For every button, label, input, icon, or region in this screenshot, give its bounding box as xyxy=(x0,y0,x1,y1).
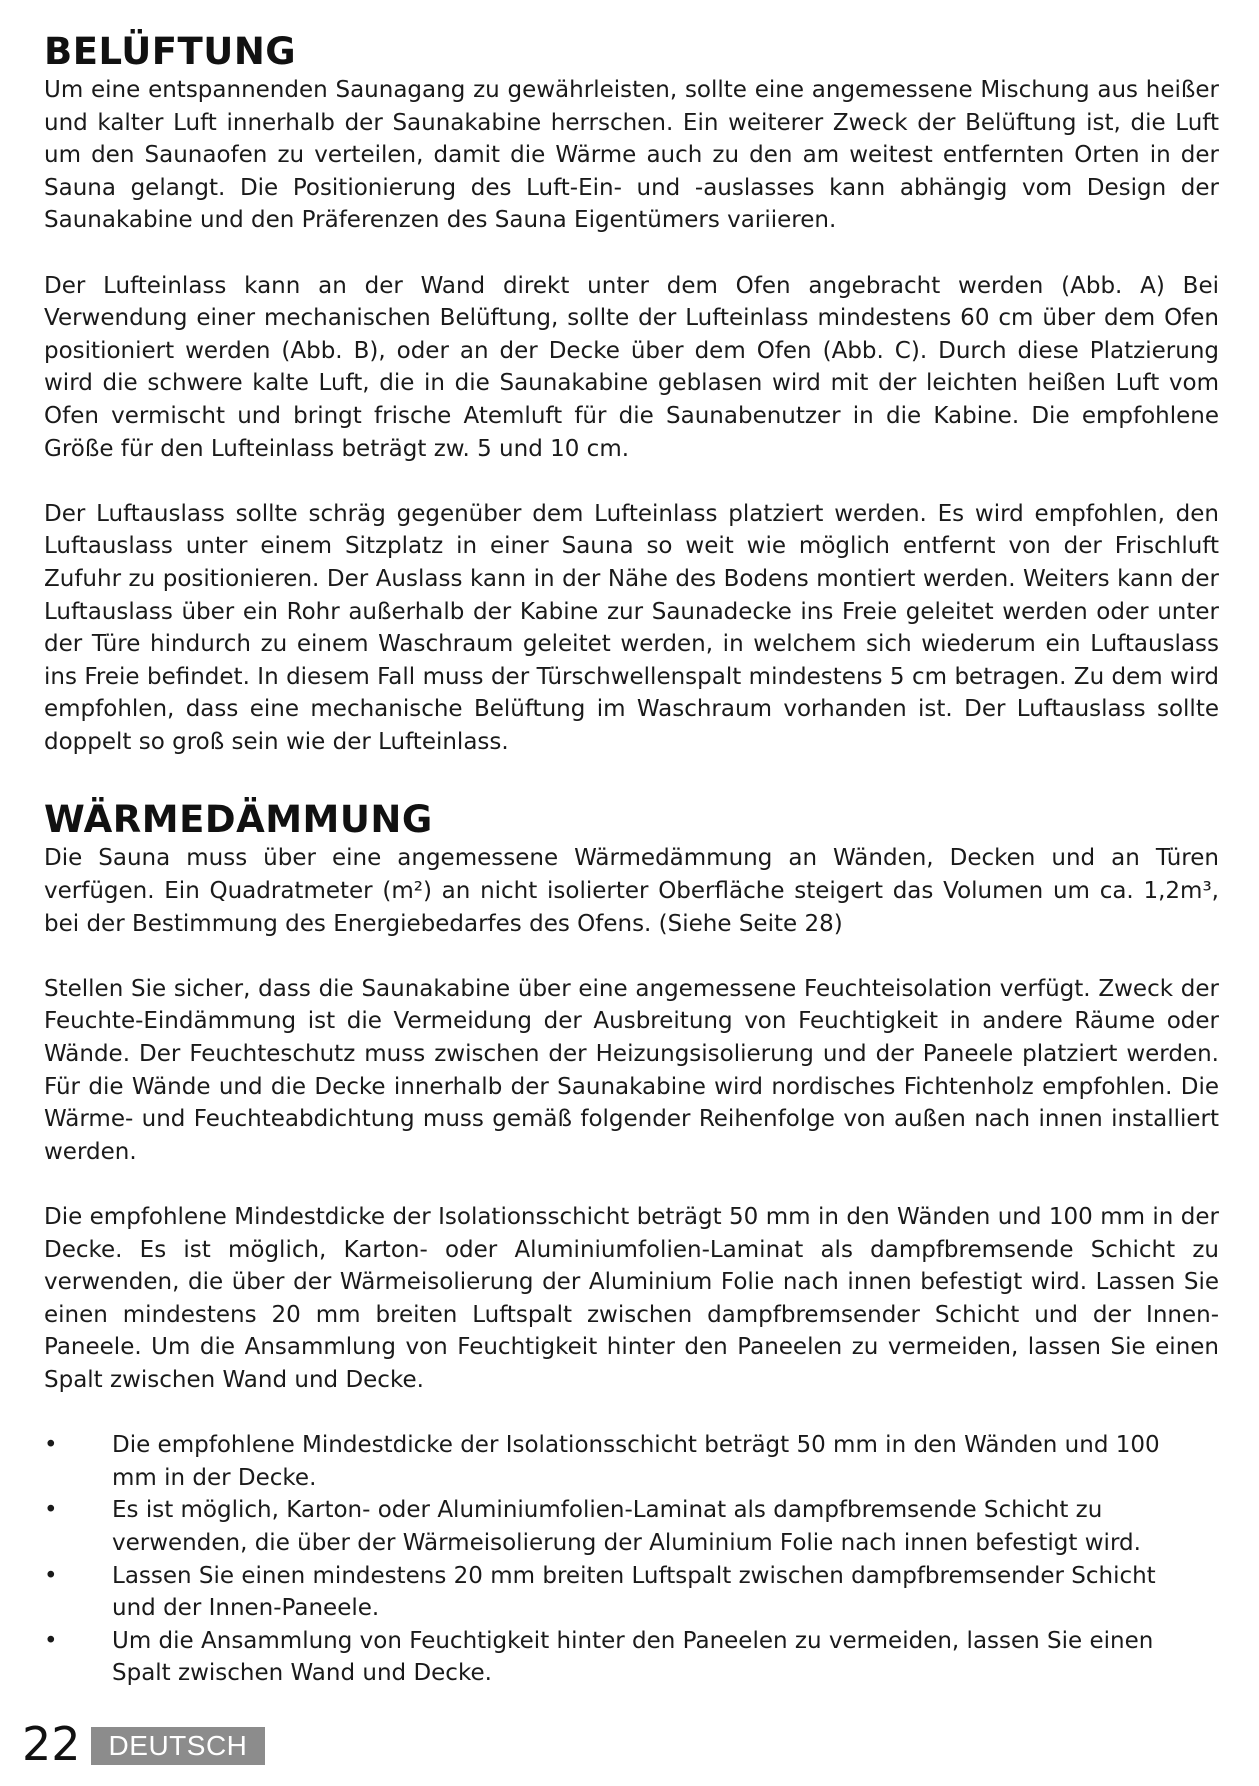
bullet-icon: • xyxy=(44,1562,58,1589)
paragraph: Der Lufteinlass kann an der Wand direkt unter dem Ofen angebracht werden (Abb. A) Bei Verwendung einer mechanischen Belüftung, sollte der Lufteinlass mindestens 60 cm über dem Ofen positioniert werden (Abb. B), oder an der Decke über dem Ofen (Abb. C). Durch diese Platzierung wird die schwere kalte Luft, die in die Saunakabine geblasen wird mit der leichten heißen Luft vom Ofen vermischt und bringt frische Atemluft für die Saunabenutzer in die Kabine. Die empfohlene Größe für den Lufteinlass beträgt zw. 5 und 10 cm. xyxy=(44,272,1219,462)
list-item-text: Um die Ansammlung von Feuchtigkeit hinter den Paneelen zu vermeiden, lassen Sie einen Spalt zwischen Wand und Decke. xyxy=(112,1627,1154,1687)
paragraph: Die Sauna muss über eine angemessene Wärmedämmung an Wänden, Decken und an Türen verfügen. Ein Quadratmeter (m²) an nicht isolierter Oberfläche steigert das Volumen um ca. 1,2m³, bei der Bestimmung des Energiebedarfes des Ofens. (Siehe Seite 28) xyxy=(44,845,1219,937)
list-item xyxy=(44,1625,1172,1690)
page-footer xyxy=(22,1718,265,1770)
list-item-text: Es ist möglich, Karton- oder Aluminiumfolien-Laminat als dampfbremsende Schicht zu verwenden, die über der Wärmeisolierung der Aluminium Folie nach innen befestigt wird. xyxy=(112,1497,1141,1556)
paragraph: Die empfohlene Mindestdicke der Isolationsschicht beträgt 50 mm in den Wänden und 100 mm in der Decke. Es ist möglich, Karton- oder Aluminiumfolien-Laminat als dampfbremsende Schicht zu verwenden, die über der Wärmeisolierung der Aluminium Folie nach innen befestigt wird. Lassen Sie einen mindestens 20 mm breiten Luftspalt zwischen dampfbremsender Schicht und der Innen-Paneele. Um die Ansammlung von Feuchtigkeit hinter den Paneelen zu vermeiden, lassen Sie einen Spalt zwischen Wand und Decke. xyxy=(44,1204,1219,1393)
section-heading-belueftung: BELÜFTUNG xyxy=(44,30,297,73)
list-item xyxy=(44,1560,1172,1625)
page-number: 22 xyxy=(22,1717,81,1771)
list-item xyxy=(44,1494,1172,1559)
paragraph: Um eine entspannenden Saunagang zu gewährleisten, sollte eine angemessene Mischung aus heißer und kalter Luft innerhalb der Saunakabine herrschen. Ein weiterer Zweck der Belüftung ist, die Luft um den Saunaofen zu verteilen, damit die Wärme auch zu den am weitest entfernten Orten in der Sauna gelangt. Die Positionierung des Luft-Ein- und -auslasses kann abhängig vom Design der Saunakabine und den Präferenzen des Sauna Eigentümers variieren. xyxy=(44,77,1219,234)
list-item-text: Die empfohlene Mindestdicke der Isolationsschicht beträgt 50 mm in den Wänden und 100 mm in der Decke. xyxy=(112,1432,1160,1491)
bullet-list xyxy=(44,1429,1219,1690)
document-page xyxy=(44,30,1219,1690)
list-item xyxy=(44,1429,1172,1494)
bullet-icon: • xyxy=(44,1432,58,1459)
bullet-icon: • xyxy=(44,1627,58,1654)
bullet-icon: • xyxy=(44,1497,58,1524)
paragraph: Stellen Sie sicher, dass die Saunakabine über eine angemessene Feuchteisolation verfügt. Zweck der Feuchte-Eindämmung ist die Vermeidung der Ausbreitung von Feuchtigkeit in andere Räume oder Wände. Der Feuchteschutz muss zwischen der Heizungsisolierung und der Paneele platziert werden. Für die Wände und die Decke innerhalb der Saunakabine wird nordisches Fichtenholz empfohlen. Die Wärme- und Feuchteabdichtung muss gemäß folgender Reihenfolge von außen nach innen installiert werden. xyxy=(44,975,1219,1165)
list-item-text: Lassen Sie einen mindestens 20 mm breiten Luftspalt zwischen dampfbremsender Schicht und der Innen-Paneele. xyxy=(112,1562,1156,1622)
language-badge: DEUTSCH xyxy=(91,1727,266,1765)
paragraph: Der Luftauslass sollte schräg gegenüber dem Lufteinlass platziert werden. Es wird empfohlen, den Luftauslass unter einem Sitzplatz in einer Sauna so weit wie möglich entfernt von der Frischluft Zufuhr zu positionieren. Der Auslass kann in der Nähe des Bodens montiert werden. Weiters kann der Luftauslass über ein Rohr außerhalb der Kabine zur Saunadecke ins Freie geleitet werden oder unter der Türe hindurch zu einem Waschraum geleitet werden, in welchem sich wiederum ein Luftauslass ins Freie befindet. In diesem Fall muss der Türschwellenspalt mindestens 5 cm betragen. Zu dem wird empfohlen, dass eine mechanische Belüftung im Waschraum vorhanden ist. Der Luftauslass sollte doppelt so groß sein wie der Lufteinlass. xyxy=(44,500,1219,755)
section-heading-waermedaemmung: WÄRMEDÄMMUNG xyxy=(44,798,433,842)
